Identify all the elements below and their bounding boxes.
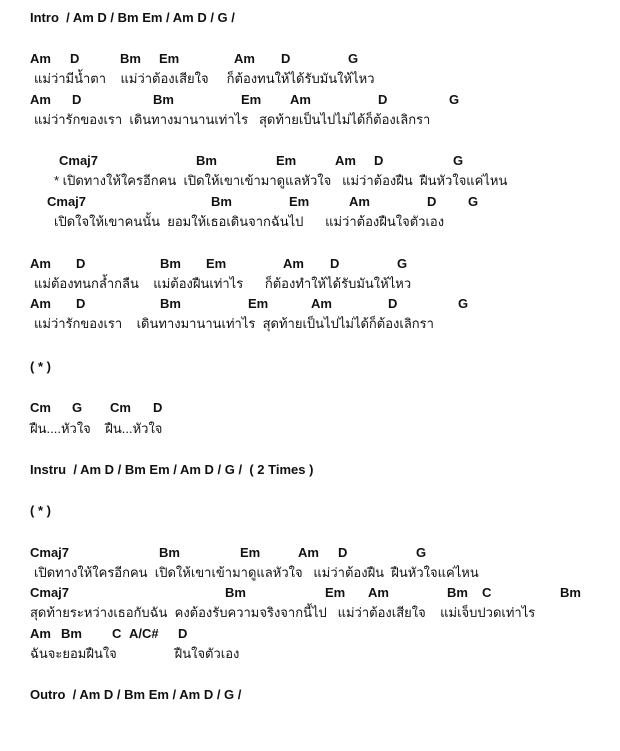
lyric-line (0, 213, 445, 231)
lyric: ฝืน....หัวใจ ฝืน...หัวใจ (30, 421, 163, 436)
outro-line: Outro / Am D / Bm Em / Am D / G / (30, 687, 242, 702)
chord-line (0, 625, 188, 643)
chord-line (0, 295, 469, 313)
chord: D (178, 626, 188, 641)
chord: Bm (120, 51, 141, 66)
chord: G (458, 296, 469, 311)
chord: Bm (225, 585, 246, 600)
lyric: ฉันจะยอมฝืนใจ ฝืนใจตัวเอง (30, 646, 240, 661)
chord: G (348, 51, 359, 66)
chord: D (153, 400, 163, 415)
chord: Em (241, 92, 262, 107)
chord-line (0, 255, 408, 273)
chord: Em (248, 296, 269, 311)
lyric-line (0, 645, 240, 663)
lyric-line (0, 111, 431, 129)
chord: D (378, 92, 388, 107)
chord: Cmaj7 (30, 545, 70, 560)
chord: Am (290, 92, 311, 107)
chord: Am (30, 256, 51, 271)
chord: Am (368, 585, 389, 600)
chord-line (0, 584, 581, 602)
chord-line (0, 91, 460, 109)
chord: Am (283, 256, 304, 271)
chord: Cmaj7 (30, 585, 70, 600)
chord: Am (30, 92, 51, 107)
instrumental-line: Instru / Am D / Bm Em / Am D / G / ( 2 Times ) (30, 462, 314, 477)
chord: Am (30, 626, 51, 641)
chord: D (70, 51, 80, 66)
chord: D (72, 92, 82, 107)
chord: G (453, 153, 464, 168)
chord: D (76, 256, 86, 271)
chord: Bm (160, 296, 181, 311)
lyric: แม่ว่ารักของเรา เดินทางมานานเท่าไร สุดท้ายเป็นไปไม่ได้ก็ต้องเลิกรา (34, 112, 431, 127)
chord: Cm (110, 400, 131, 415)
chord: Am (298, 545, 319, 560)
chord: C (112, 626, 122, 641)
chord: Cm (30, 400, 51, 415)
chord-line (0, 544, 427, 562)
chord: D (338, 545, 348, 560)
chord: Bm (61, 626, 82, 641)
lyric-line (0, 172, 508, 190)
lyric: แม่ว่ามีน้ำตา แม่ว่าต้องเสียใจ ก็ต้องทนให้ได้รับมันให้ไหว (34, 71, 375, 86)
chord: Em (276, 153, 297, 168)
chord: Bm (211, 194, 232, 209)
chord-line (0, 50, 359, 68)
chord: Bm (153, 92, 174, 107)
lyric: เปิดใจให้เขาคนนั้น ยอมให้เธอเดินจากฉันไป แม่ว่าต้องฝืนใจตัวเอง (54, 214, 445, 229)
chord: Em (289, 194, 310, 209)
chord: D (76, 296, 86, 311)
lyric: แม่ว่ารักของเรา เดินทางมานานเท่าไร สุดท้ายเป็นไปไม่ได้ก็ต้องเลิกรา (34, 316, 434, 331)
chord: Em (159, 51, 180, 66)
chord: G (416, 545, 427, 560)
chord: A/C# (129, 626, 159, 641)
lyric: * เปิดทางให้ใครอีกคน เปิดให้เขาเข้ามาดูแลหัวใจ แม่ว่าต้องฝืน ฝืนหัวใจแค่ไหน (54, 173, 508, 188)
chord: Cmaj7 (59, 153, 99, 168)
chord: Bm (159, 545, 180, 560)
lyric-line (0, 420, 163, 438)
lyric-line (0, 564, 479, 582)
chorus-reference: ( * ) (30, 359, 51, 374)
chord-line (0, 399, 163, 417)
chord-line (0, 193, 479, 211)
chord: D (374, 153, 384, 168)
chord: Am (349, 194, 370, 209)
chord: D (427, 194, 437, 209)
lyric-line (0, 604, 536, 622)
chord: Bm (447, 585, 468, 600)
chord: Am (30, 296, 51, 311)
chord: C (482, 585, 492, 600)
chord: D (281, 51, 291, 66)
lyric-line (0, 70, 375, 88)
chorus-reference: ( * ) (30, 503, 51, 518)
lyric-line (0, 275, 412, 293)
lyric-line (0, 315, 434, 333)
chord: Am (234, 51, 255, 66)
chord: Em (206, 256, 227, 271)
chord: Cmaj7 (47, 194, 87, 209)
lyric: แม่ต้องทนกล้ำกลืน แม่ต้องฝืนเท่าไร ก็ต้องทำให้ได้รับมันให้ไหว (34, 276, 412, 291)
chord: D (330, 256, 340, 271)
chord-line (0, 152, 464, 170)
chord: Bm (560, 585, 581, 600)
chord: G (72, 400, 83, 415)
chord: Am (311, 296, 332, 311)
chord: Am (335, 153, 356, 168)
chord: G (449, 92, 460, 107)
intro-line: Intro / Am D / Bm Em / Am D / G / (30, 10, 235, 25)
chord: Em (240, 545, 261, 560)
chord: Bm (196, 153, 217, 168)
chord: G (397, 256, 408, 271)
lyric: เปิดทางให้ใครอีกคน เปิดให้เขาเข้ามาดูแลหัวใจ แม่ว่าต้องฝืน ฝืนหัวใจแค่ไหน (34, 565, 479, 580)
chord: G (468, 194, 479, 209)
lyric: สุดท้ายระหว่างเธอกับฉัน คงต้องรับความจริงจากนี้ไป แม่ว่าต้องเสียใจ แม่เจ็บปวดเท่าไร (30, 605, 536, 620)
chord: Em (325, 585, 346, 600)
chord: Bm (160, 256, 181, 271)
chord: Am (30, 51, 51, 66)
chord: D (388, 296, 398, 311)
